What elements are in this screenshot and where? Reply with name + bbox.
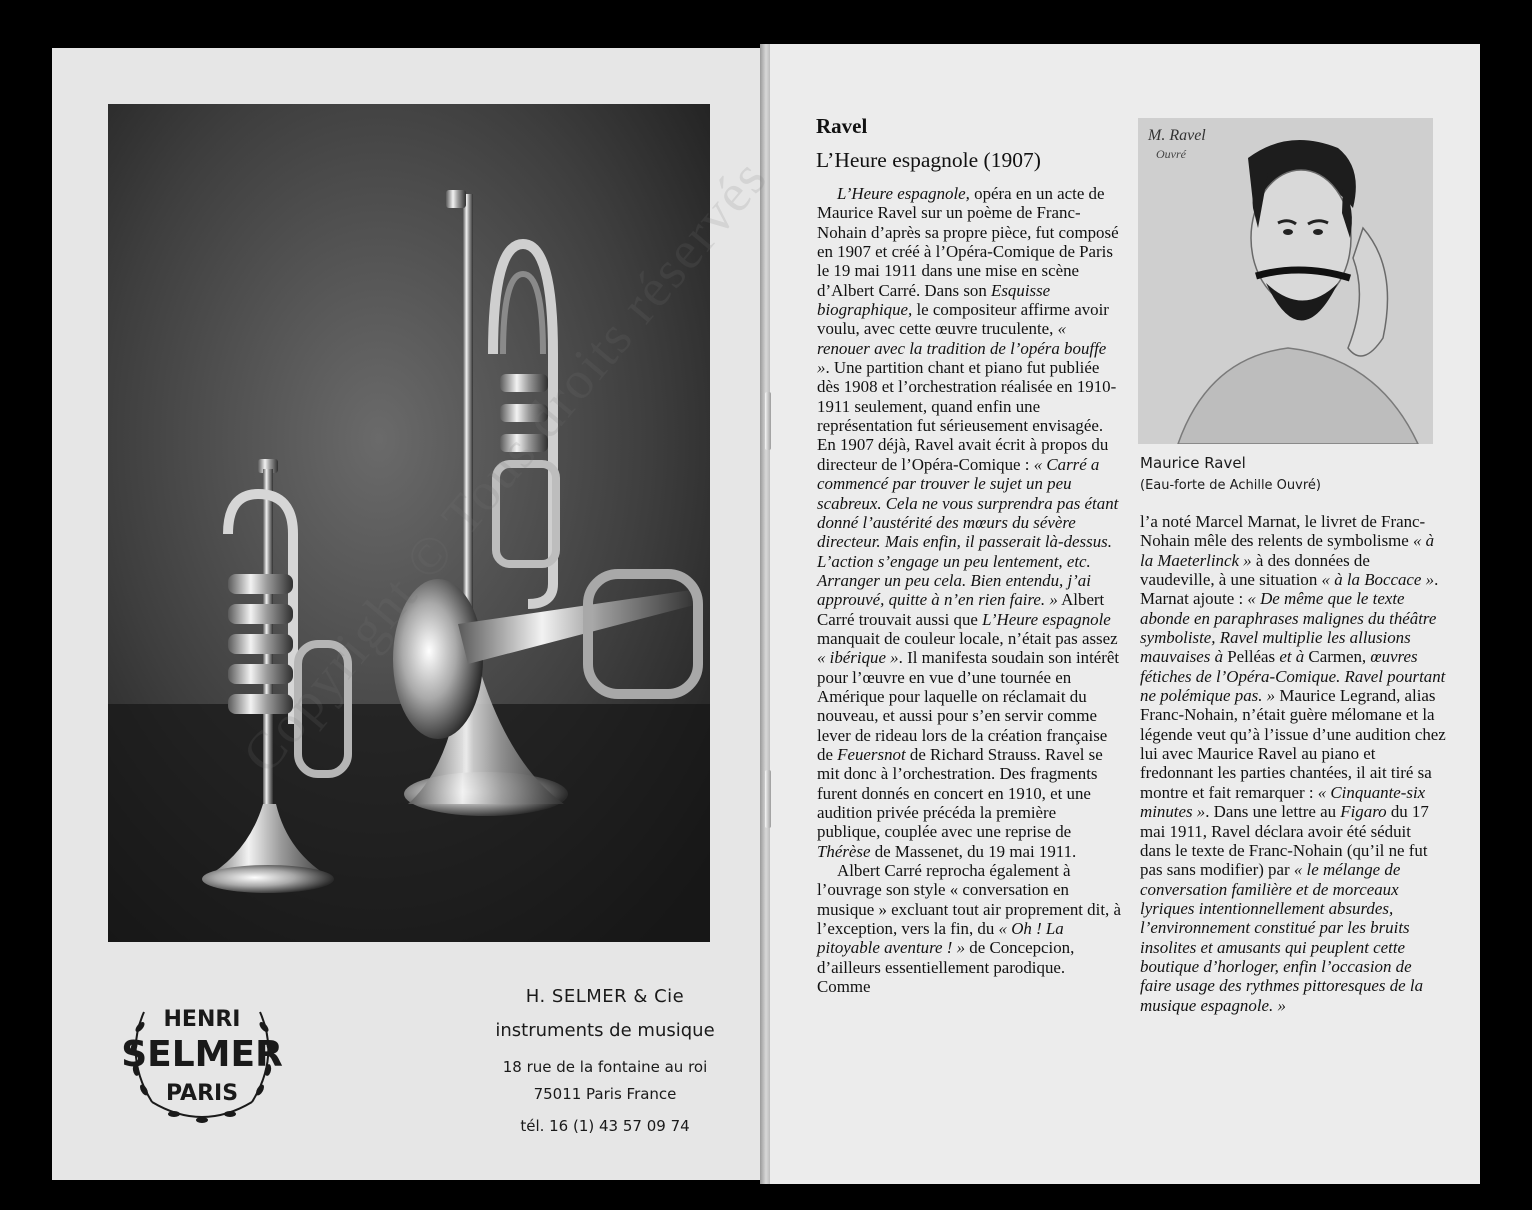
composer-heading: Ravel xyxy=(816,114,868,138)
trumpets-photo xyxy=(108,104,710,942)
article-column-2 xyxy=(1140,512,1446,1015)
company-name: H. SELMER & Cie xyxy=(525,986,685,1007)
portrait-signature-sub: Ouvré xyxy=(1156,147,1186,161)
logo-henri: HENRI xyxy=(163,1007,241,1032)
portrait-signature: M. Ravel xyxy=(1148,127,1206,144)
portrait-credit: (Eau-forte de Achille Ouvré) xyxy=(1140,478,1321,493)
company-phone: tél. 16 (1) 43 57 09 74 xyxy=(520,1117,690,1135)
company-city: 75011 Paris France xyxy=(533,1085,677,1103)
ravel-portrait xyxy=(1138,118,1433,444)
article-paragraph: l’a noté Marcel Marnat, le livret de Franc-Nohain mêle des relents de symbolisme « à la Maeterlinck » à des données de vaudeville, à une situation « à la Boccace ». Marnat ajoute : « De même que le texte abonde en paraphrases malignes du théâtre symboliste, Ravel multiplie les allusions mauvaises à Pelléas et à Carmen, œuvres fétiches de l’Opéra-Comique. Ravel pourtant ne polémique pas. » Maurice Legrand, alias Franc-Nohain, n’était guère mélomane et la légende veut qu’à l’issue d’une audition chez lui avec Maurice Ravel au piano et fredonnant les parties chantées, il ait tiré sa montre et fait remarquer : « Cinquante-six minutes ». Dans une lettre au Figaro du 17 mai 1911, Ravel déclara avoir été séduit dans le texte de Franc-Nohain (qu’il ne fut pas sans modifier) par « le mélange de conversation familière et de morceaux lyriques intentionnellement absurdes, l’environnement constitué par les bruits insolites et amusants qui peuplent cette boutique d’horloger, enfin l’occasion de faire usage des rythmes pittoresques de la musique espagnole. » xyxy=(1140,512,1446,1015)
logo-paris: PARIS xyxy=(165,1081,239,1106)
portrait-caption: Maurice Ravel xyxy=(1140,454,1246,472)
selmer-logo xyxy=(104,982,300,1132)
staple-top xyxy=(765,392,771,450)
article-paragraph: L’Heure espagnole, opéra en un acte de Maurice Ravel sur un poème de Franc-Nohain d’après sa propre pièce, fut composé en 1907 et créé à l’Opéra-Comique de Paris le 19 mai 1911 dans une mise en scène d’Albert Carré. Dans son Esquisse biographique, le compositeur affirme avoir voulu, avec cette œuvre truculente, « renouer avec la tradition de l’opéra bouffe ». Une partition chant et piano fut publiée dès 1908 et l’orchestration réalisée en 1910-1911 seulement, quand enfin une représentation fut sérieusement envisagée. En 1907 déjà, Ravel avait écrit à propos du directeur de l’Opéra-Comique : « Carré a commencé par trouver le sujet un peu scabreux. Cela ne vous surprendra pas étant donné l’austérité des mœurs du sévère directeur. Mais enfin, il passerait là-dessus. L’action s’engage un peu lentement, etc. Arranger un peu cela. Bien entendu, j’ai approuvé, quitte à n’en rien faire. » Albert Carré trouvait aussi que L’Heure espagnole manquait de couleur locale, n’était pas assez « ibérique ». Il manifesta soudain son intérêt pour l’œuvre en vue d’une tournée en Amérique pour laquelle on réclamait du nouveau, et aussi pour s’en servir comme lever de rideau lors de la création française de Feuersnot de Richard Strauss. Ravel se mit donc à l’orchestration. Des fragments furent donnés en concert en 1910, et une audition privée précéda la première publique, couplée avec une reprise de Thérèse de Massenet, du 19 mai 1911. xyxy=(817,184,1120,861)
booklet-spine xyxy=(760,44,770,1184)
staple-bottom xyxy=(765,770,771,828)
company-address: 18 rue de la fontaine au roi xyxy=(502,1058,708,1076)
article-column-1 xyxy=(817,184,1122,996)
logo-selmer: SELMER xyxy=(121,1034,283,1075)
company-tagline: instruments de musique xyxy=(495,1020,715,1041)
article-paragraph: Albert Carré reprocha également à l’ouvrage son style « conversation en musique » excluant tout air proprement dit, à l’exception, vers la fin, du « Oh ! La pitoyable aventure ! » de Concepcion, d’ailleurs essentiellement parodique. Comme xyxy=(817,861,1121,997)
article-title: L’Heure espagnole (1907) xyxy=(816,148,1041,172)
